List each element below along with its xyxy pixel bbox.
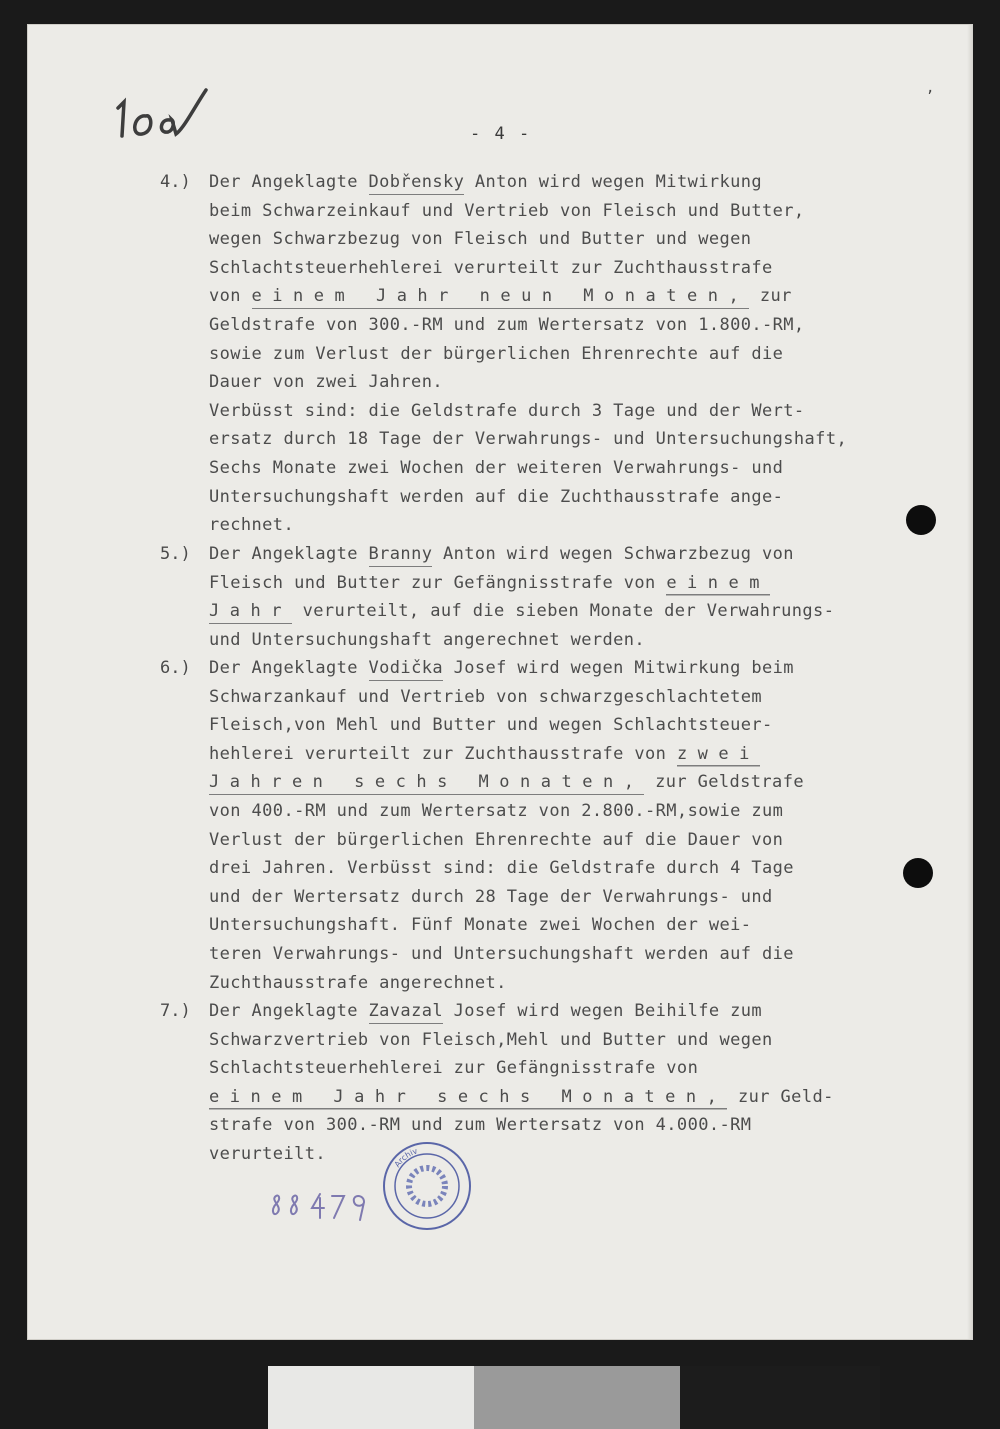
underlined-name: Branny [369,544,433,567]
text-line [209,601,834,621]
text-line [209,715,773,735]
text-segment: Der Angeklagte [209,658,369,678]
text-line [209,1030,773,1050]
text-segment: Fleisch und Butter zur Gefängnisstrafe von [209,572,667,593]
text-segment: Zuchthausstrafe angerechnet. [209,972,507,993]
text-line [209,515,294,535]
text-segment: ersatz durch 18 Tage der Verwahrungs- und Untersuchungshaft, [209,429,848,450]
text-segment: Sechs Monate zwei Wochen der weiteren Verwahrungs- und [209,458,784,478]
text-line [209,801,783,821]
spaced-underlined-text: zwei [677,744,760,767]
text-segment: beim Schwarzeinkauf und Vertrieb von Fleisch und Butter, [209,200,805,221]
text-line [209,973,507,993]
underlined-name: Zavazal [369,1001,443,1024]
text-segment: Schlachtsteuerhehlerei verurteilt zur Zuchthausstrafe [209,257,773,278]
page-number: - 4 - [470,124,532,144]
text-line [209,487,783,507]
color-patch [680,1366,880,1429]
text-segment: Der Angeklagte [209,172,369,192]
text-line [209,830,783,850]
spaced-underlined-text: einem [666,573,770,596]
text-line [209,229,751,249]
text-segment: hehlerei verurteilt zur Zuchthausstrafe von [209,743,677,764]
text-segment: Josef wird wegen Beihilfe zum [442,1001,763,1021]
text-segment: Anton wird wegen Mitwirkung [464,172,763,192]
text-segment: zur Geldstrafe [644,772,804,793]
text-segment: Verbüsst sind: die Geldstrafe durch 3 Tage und der Wert- [209,400,805,421]
punch-hole-bottom [903,858,933,888]
text-segment: Untersuchungshaft. Fünf Monate zwei Wochen der wei- [209,915,752,936]
text-segment: rechnet. [209,515,295,536]
text-segment: Untersuchungshaft werden auf die Zuchthausstrafe ange- [209,486,784,507]
handwritten-archive-number [268,1188,378,1228]
text-line [209,1115,751,1135]
text-segment: Der Angeklagte [209,544,369,564]
text-segment: drei Jahren. Verbüsst sind: die Geldstrafe durch 4 Tage [209,858,794,879]
text-segment: zur [749,286,792,307]
text-segment: sowie zum Verlust der bürgerlichen Ehrenrechte auf die [209,343,784,364]
text-line [209,429,847,449]
spaced-underlined-text: Jahr [209,601,292,624]
archive-stamp [381,1140,473,1232]
text-line [209,258,773,278]
handwritten-marginal-note [108,78,218,148]
stamp-text: Archiv [392,1146,419,1169]
text-segment: Der Angeklagte [209,1001,369,1021]
text-line [209,915,751,935]
document-page [27,24,973,1340]
text-line [209,458,783,478]
color-patch [474,1366,680,1429]
text-line [209,201,805,221]
text-segment: und der Wertersatz durch 28 Tage der Verwahrungs- und [209,886,773,907]
underlined-name: Dobřensky [369,172,465,195]
text-line [209,573,770,593]
spaced-underlined-text: einem Jahr sechs Monaten, [209,1087,727,1110]
text-segment: verurteilt. [209,1144,326,1164]
text-line [209,401,805,421]
text-line [209,286,792,306]
entry-number: 7.) [160,1001,191,1021]
text-line [209,344,783,364]
text-segment: zur Geld- [727,1086,834,1107]
text-segment: von [209,286,252,307]
text-line [209,658,794,678]
text-segment: Verlust der bürgerlichen Ehrenrechte auf die Dauer von [209,829,784,850]
text-segment: Fleisch,von Mehl und Butter und wegen Schlachtsteuer- [209,715,773,736]
entry-number: 4.) [160,172,191,192]
text-segment: wegen Schwarzbezug von Fleisch und Butter und wegen [209,229,752,250]
text-line [209,744,760,764]
margin-tick: , [926,80,935,96]
text-line [209,315,805,335]
text-segment: Dauer von zwei Jahren. [209,372,443,393]
text-segment: Schwarzankauf und Vertrieb von schwarzgeschlachtetem [209,686,763,707]
text-line [209,887,773,907]
text-segment: Anton wird wegen Schwarzbezug von [432,544,794,564]
entry-number: 6.) [160,658,191,678]
text-segment: Josef wird wegen Mitwirkung beim [442,658,794,678]
text-segment: Schwarzvertrieb von Fleisch,Mehl und Butter und wegen [209,1029,773,1050]
spaced-underlined-text: einem Jahr neun Monaten, [252,286,750,309]
text-line [209,772,804,792]
text-line [209,687,762,707]
punch-hole-top [906,505,936,535]
text-segment: Geldstrafe von 300.-RM und zum Wertersatz von 1.800.-RM, [209,315,805,335]
text-segment: von 400.-RM und zum Wertersatz von 2.800.-RM,sowie zum [209,801,784,821]
text-line [209,858,794,878]
text-line [209,544,794,564]
entry-number: 5.) [160,544,191,564]
underlined-name: Vodička [369,658,443,681]
color-patch [268,1366,474,1429]
svg-text:Archiv [393,1146,419,1169]
text-line [209,1144,326,1164]
text-segment: verurteilt, auf die sieben Monate der Verwahrungs- [291,601,835,622]
text-segment: Schlachtsteuerhehlerei zur Gefängnisstrafe von [209,1058,699,1079]
text-line [209,172,762,192]
text-line [209,1087,834,1107]
text-line [209,944,794,964]
text-line [209,630,645,650]
text-line [209,1001,762,1021]
text-segment: strafe von 300.-RM und zum Wertersatz von 4.000.-RM [209,1115,752,1136]
text-segment: und Untersuchungshaft angerechnet werden. [209,629,646,650]
text-segment: teren Verwahrungs- und Untersuchungshaft werden auf die [209,944,794,964]
text-line [209,1058,698,1078]
spaced-underlined-text: Jahren sechs Monaten, [209,772,644,795]
text-line [209,372,443,392]
